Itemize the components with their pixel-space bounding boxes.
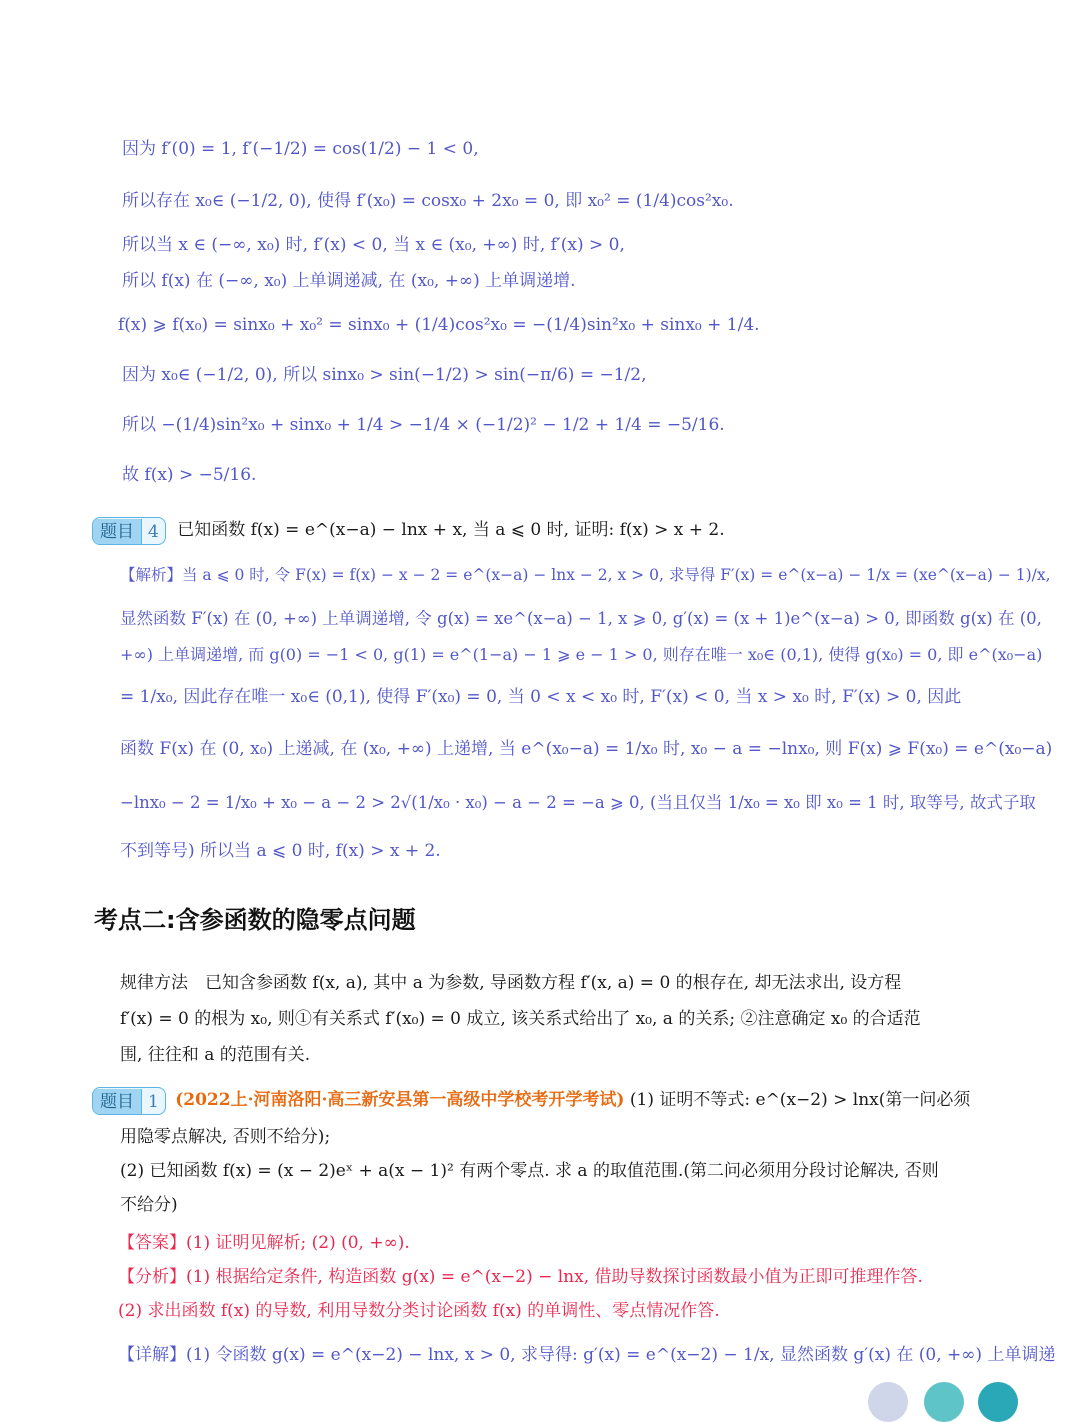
analysis-line-1: 【分析】(1) 根据给定条件, 构造函数 g(x) = e^(x−2) − lnx, 借助导数探讨函数最小值为正即可推理作答. bbox=[118, 1267, 923, 1287]
solution-line-7: 不到等号) 所以当 a ⩽ 0 时, f(x) > x + 2. bbox=[120, 841, 441, 861]
badge-number: 1 bbox=[141, 1089, 165, 1115]
proof-line-4: 所以 f(x) 在 (−∞, x₀) 上单调递减, 在 (x₀, +∞) 上单调递增. bbox=[122, 271, 576, 291]
solution-line-4: = 1/x₀, 因此存在唯一 x₀∈ (0,1), 使得 F′(x₀) = 0, 当 0 < x < x₀ 时, F′(x) < 0, 当 x > x₀ 时, F′(x) > 0, 因此 bbox=[120, 687, 962, 707]
proof-line-5: f(x) ⩾ f(x₀) = sinx₀ + x₀² = sinx₀ + (1/4)cos²x₀ = −(1/4)sin²x₀ + sinx₀ + 1/4. bbox=[118, 315, 760, 335]
decorative-circle bbox=[978, 1382, 1018, 1422]
solution-line-6: −lnx₀ − 2 = 1/x₀ + x₀ − a − 2 > 2√(1/x₀ · x₀) − a − 2 = −a ⩾ 0, (当且仅当 1/x₀ = x₀ 即 x₀ = 1 时, 取等号, 故式子取 bbox=[120, 793, 1036, 812]
method-line-1: 规律方法 已知含参函数 f(x, a), 其中 a 为参数, 导函数方程 f′(x, a) = 0 的根存在, 却无法求出, 设方程 bbox=[120, 973, 902, 993]
method-line-2: f′(x) = 0 的根为 x₀, 则①有关系式 f′(x₀) = 0 成立, 该关系式给出了 x₀, a 的关系; ②注意确定 x₀ 的合适范 bbox=[120, 1009, 921, 1029]
method-line-3: 围, 往往和 a 的范围有关. bbox=[120, 1045, 311, 1065]
proof-line-2: 所以存在 x₀∈ (−1/2, 0), 使得 f′(x₀) = cosx₀ + 2x₀ = 0, 即 x₀² = (1/4)cos²x₀. bbox=[122, 191, 734, 211]
analysis-line-2: (2) 求出函数 f(x) 的导数, 利用导数分类讨论函数 f(x) 的单调性、零点情况作答. bbox=[118, 1301, 720, 1321]
problem-1-q1-cont: 用隐零点解决, 否则不给分); bbox=[120, 1127, 331, 1147]
proof-line-3: 所以当 x ∈ (−∞, x₀) 时, f′(x) < 0, 当 x ∈ (x₀, +∞) 时, f′(x) > 0, bbox=[122, 235, 625, 255]
decorative-circle bbox=[868, 1382, 908, 1422]
answer-line: 【答案】(1) 证明见解析; (2) (0, +∞). bbox=[118, 1233, 410, 1253]
badge-number: 4 bbox=[141, 519, 165, 545]
problem-badge bbox=[92, 517, 166, 545]
detail-line-1: 【详解】(1) 令函数 g(x) = e^(x−2) − lnx, x > 0, 求导得: g′(x) = e^(x−2) − 1/x, 显然函数 g′(x) 在 (0, +∞) 上单调递 bbox=[118, 1345, 1056, 1365]
proof-line-7: 所以 −(1/4)sin²x₀ + sinx₀ + 1/4 > −1/4 × (−1/2)² − 1/2 + 1/4 = −5/16. bbox=[122, 415, 725, 435]
problem-1-q2-cont: 不给分) bbox=[120, 1195, 178, 1215]
solution-line-3: +∞) 上单调递增, 而 g(0) = −1 < 0, g(1) = e^(1−a) − 1 ⩾ e − 1 > 0, 则存在唯一 x₀∈ (0,1), 使得 g(x₀) = 0, 即 e^(x₀−a) bbox=[120, 645, 1043, 664]
section-title: 考点二:含参函数的隐零点问题 bbox=[94, 906, 416, 934]
proof-line-8: 故 f(x) > −5/16. bbox=[122, 465, 257, 485]
solution-line-1: 【解析】当 a ⩽ 0 时, 令 F(x) = f(x) − x − 2 = e^(x−a) − lnx − 2, x > 0, 求导得 F′(x) = e^(x−a) − 1/x = (xe^(x−a) − 1)/x, bbox=[120, 566, 1051, 584]
solution-line-2: 显然函数 F′(x) 在 (0, +∞) 上单调递增, 令 g(x) = xe^(x−a) − 1, x ⩾ 0, g′(x) = (x + 1)e^(x−a) > 0, 即函数 g(x) 在 (0, bbox=[120, 609, 1042, 628]
solution-line-5: 函数 F(x) 在 (0, x₀) 上递减, 在 (x₀, +∞) 上递增, 当 e^(x₀−a) = 1/x₀ 时, x₀ − a = −lnx₀, 则 F(x) ⩾ F(x₀) = e^(x₀−a) bbox=[120, 739, 1053, 759]
badge-label: 题目 bbox=[93, 519, 141, 545]
decorative-circle bbox=[924, 1382, 964, 1422]
problem-badge bbox=[92, 1087, 166, 1115]
badge-label: 题目 bbox=[93, 1089, 141, 1115]
problem-4-stem-row bbox=[92, 516, 725, 545]
problem-1-q1: (1) 证明不等式: e^(x−2) > lnx(第一问必须 bbox=[629, 1090, 971, 1110]
problem-4-stem: 已知函数 f(x) = e^(x−a) − lnx + x, 当 a ⩽ 0 时, 证明: f(x) > x + 2. bbox=[177, 520, 725, 540]
problem-1-q2: (2) 已知函数 f(x) = (x − 2)eˣ + a(x − 1)² 有两个零点. 求 a 的取值范围.(第二问必须用分段讨论解决, 否则 bbox=[120, 1161, 939, 1181]
problem-1-row bbox=[92, 1086, 970, 1115]
proof-line-1: 因为 f′(0) = 1, f′(−1/2) = cos(1/2) − 1 < 0, bbox=[122, 139, 479, 159]
problem-source: (2022上·河南洛阳·高三新安县第一高级中学校考开学考试) bbox=[175, 1090, 625, 1110]
proof-line-6: 因为 x₀∈ (−1/2, 0), 所以 sinx₀ > sin(−1/2) > sin(−π/6) = −1/2, bbox=[122, 365, 647, 385]
